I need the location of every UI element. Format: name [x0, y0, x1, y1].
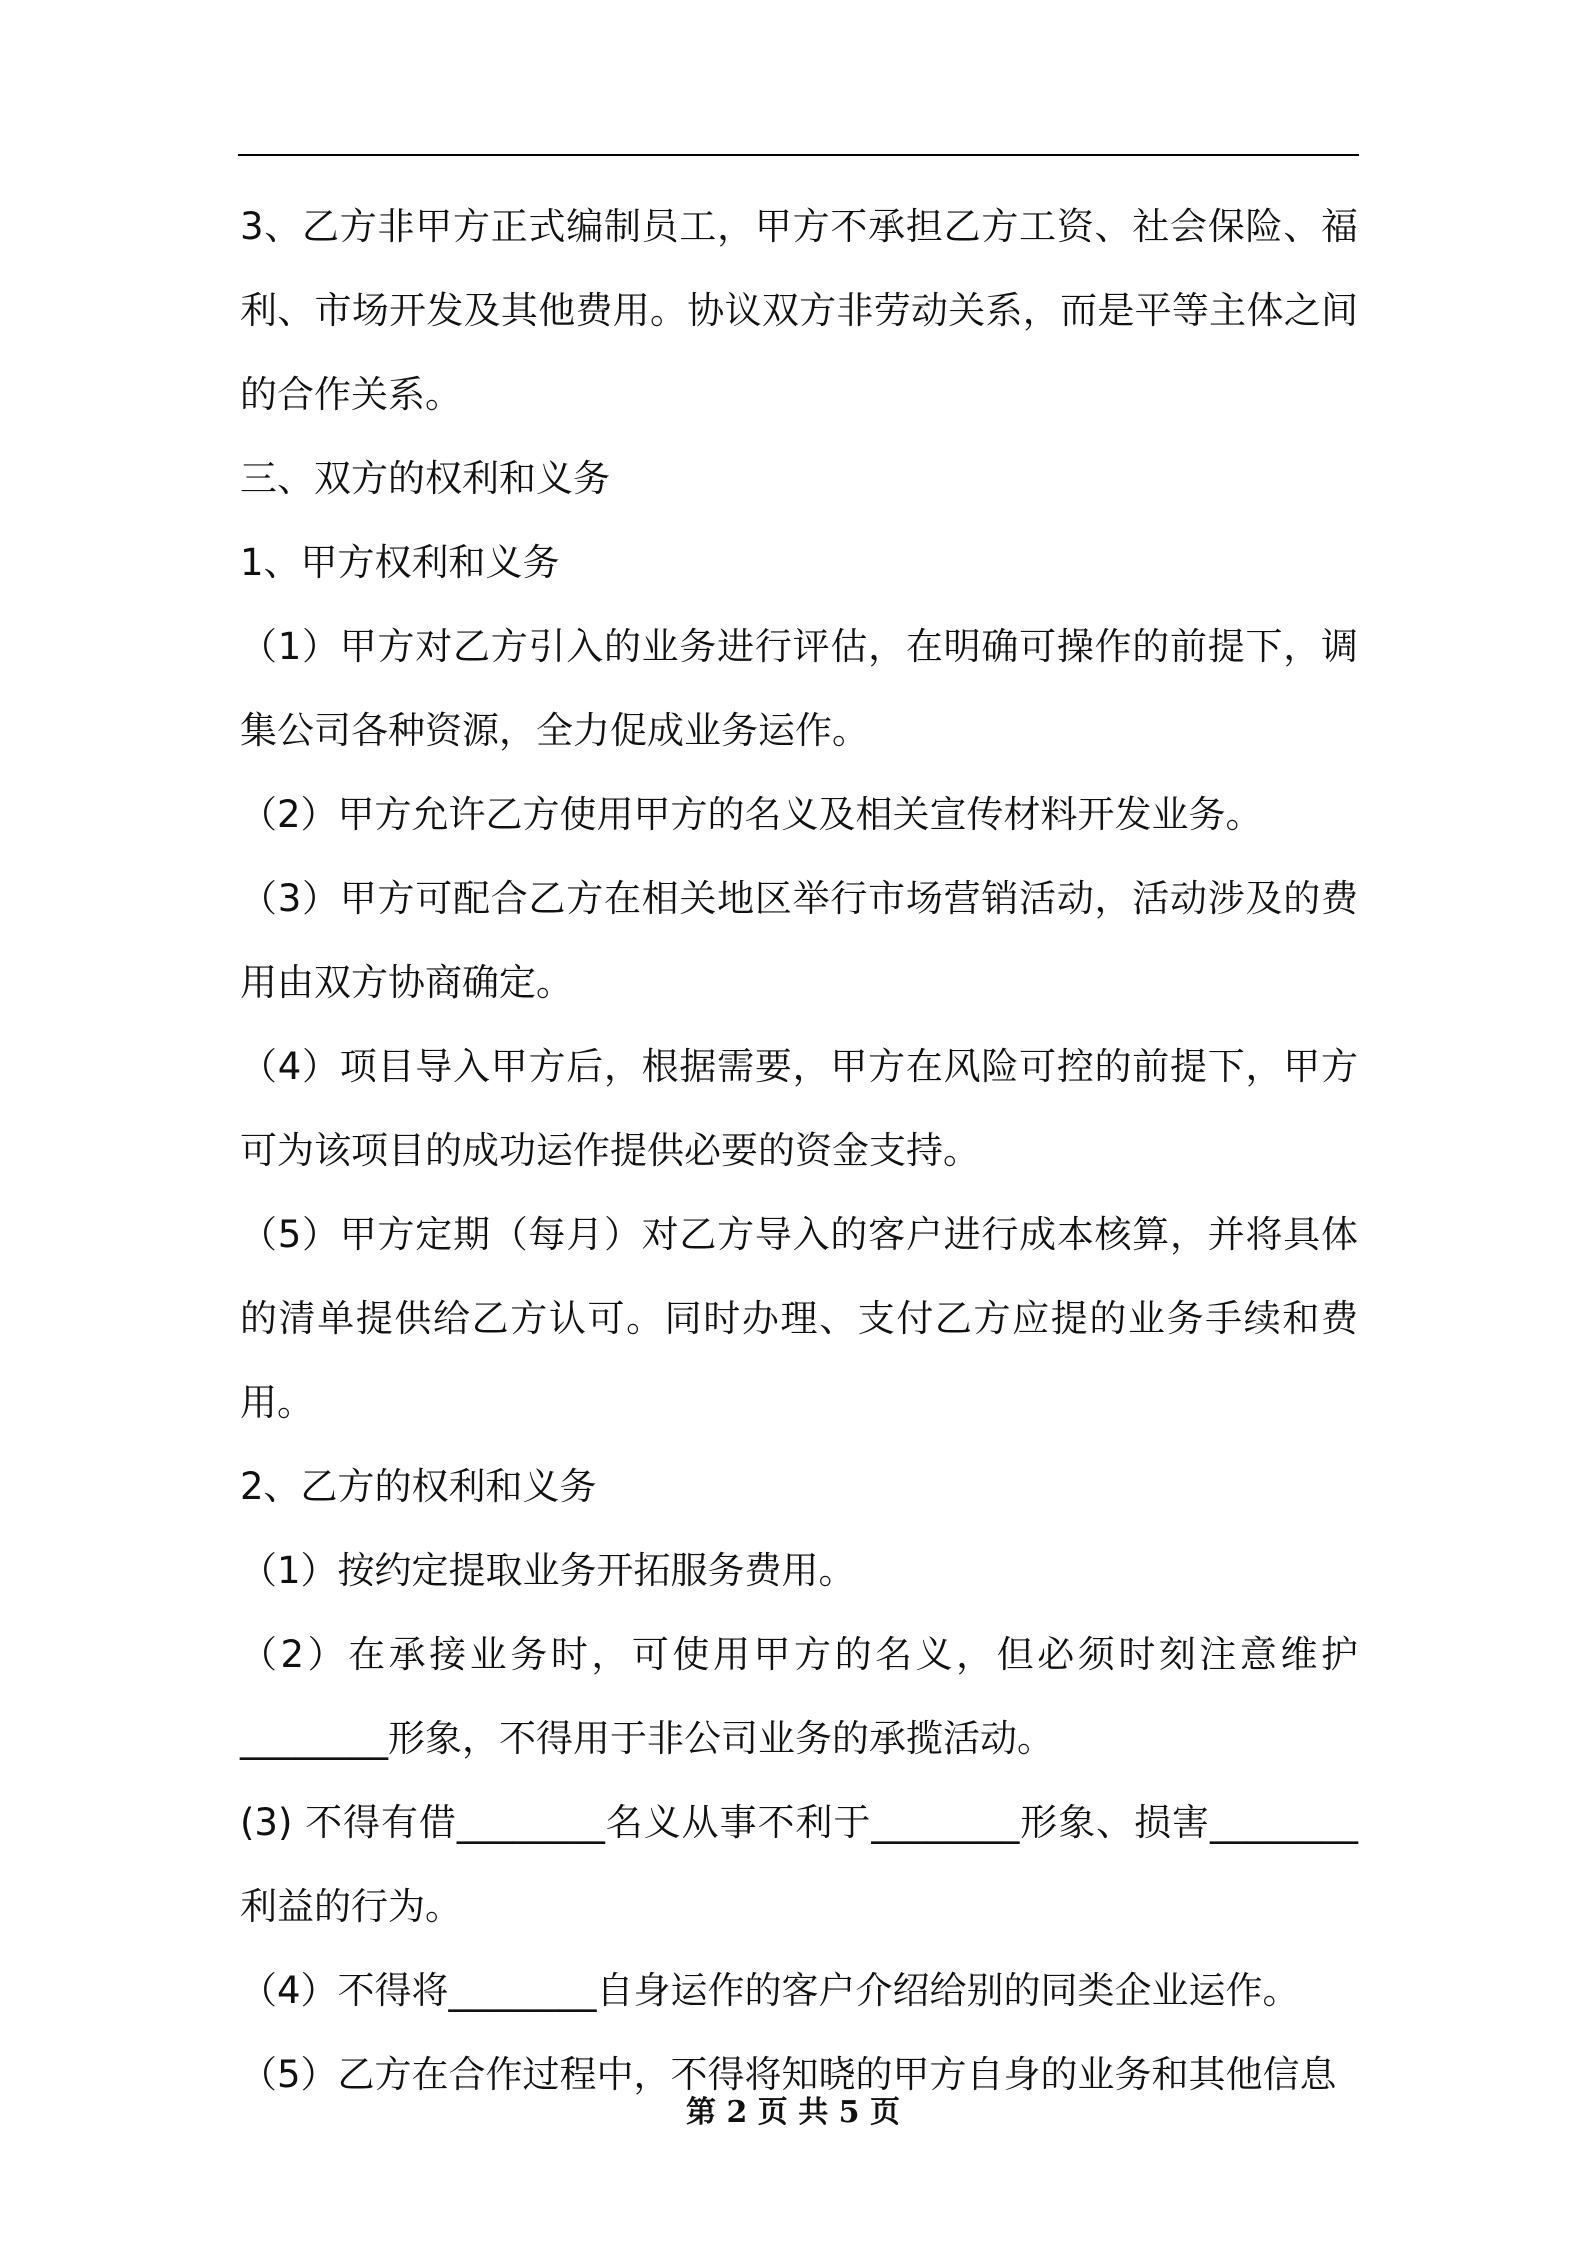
paragraph-party-b-item-4: （4）不得将________自身运作的客户介绍给别的同类企业运作。 — [240, 1969, 1300, 2012]
paragraph-party-a-item-5: （5）甲方定期（每月）对乙方导入的客户进行成本核算，并将具体的清单提供给乙方认可。同时办理、支付乙方应提的业务手续和费用。 — [240, 1213, 1358, 1424]
page-number-footer: 第 2 页 共 5 页 — [686, 2095, 900, 2130]
paragraph-party-b-item-2: （2）在承接业务时，可使用甲方的名义，但必须时刻注意维护________形象，不得用于非公司业务的承揽活动。 — [240, 1633, 1358, 1760]
paragraph-party-a-item-4: （4）项目导入甲方后，根据需要，甲方在风险可控的前提下，甲方可为该项目的成功运作提供必要的资金支持。 — [240, 1045, 1358, 1172]
paragraph-party-a-item-2: （2）甲方允许乙方使用甲方的名义及相关宣传材料开发业务。 — [240, 793, 1263, 836]
paragraph-clause-3: 3、乙方非甲方正式编制员工，甲方不承担乙方工资、社会保险、福利、市场开发及其他费用。协议双方非劳动关系，而是平等主体之间的合作关系。 — [240, 205, 1358, 416]
paragraph-party-b-item-5: （5）乙方在合作过程中，不得将知晓的甲方自身的业务和其他信息 — [240, 2053, 1337, 2096]
subheading-party-a: 1、甲方权利和义务 — [240, 541, 560, 584]
paragraph-party-a-item-3: （3）甲方可配合乙方在相关地区举行市场营销活动，活动涉及的费用由双方协商确定。 — [240, 877, 1358, 1004]
header-rule — [238, 154, 1359, 156]
section-heading-rights-obligations: 三、双方的权利和义务 — [240, 457, 610, 500]
paragraph-party-a-item-1: （1）甲方对乙方引入的业务进行评估，在明确可操作的前提下，调集公司各种资源，全力促成业务运作。 — [240, 625, 1358, 752]
subheading-party-b: 2、乙方的权利和义务 — [240, 1465, 597, 1508]
paragraph-party-b-item-1: （1）按约定提取业务开拓服务费用。 — [240, 1549, 856, 1592]
document-body — [240, 185, 1358, 2117]
paragraph-party-b-item-3: (3) 不得有借________名义从事不利于________形象、损害________利益的行为。 — [240, 1801, 1358, 1928]
